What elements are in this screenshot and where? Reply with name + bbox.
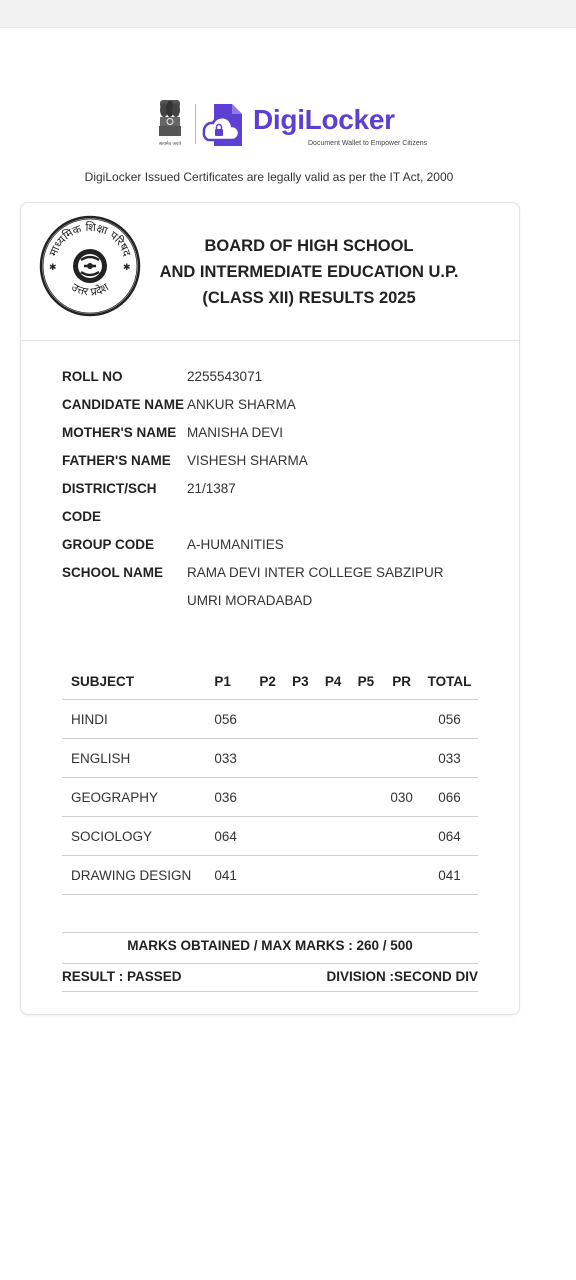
digilocker-header [150,96,428,154]
svg-text:सत्यमेव जयते: सत्यमेव जयते [158,142,182,147]
result-card [20,202,520,1015]
marks-table [62,663,478,895]
table-row: SOCIOLOGY 064 064 [62,817,478,856]
division-status: DIVISION :SECOND DIV [326,969,478,984]
candidate-details [62,363,482,615]
board-title: BOARD OF HIGH SCHOOL AND INTERMEDIATE EDUCATION U.P. (CLASS XII) RESULTS 2025 [159,237,459,307]
digilocker-wordmark: DigiLocker [253,104,395,135]
result-status: RESULT : PASSED [62,969,182,984]
result-row [62,962,478,992]
table-row: ENGLISH 033 033 [62,739,478,778]
detail-row-fathers-name: FATHER'S NAME VISHESH SHARMA [62,453,308,468]
table-row: HINDI 056 056 [62,700,478,739]
detail-row-group-code: GROUP CODE A-HUMANITIES [62,537,284,552]
table-row: GEOGRAPHY 036 030 066 [62,778,478,817]
result-card-header [21,203,519,341]
detail-row-mothers-name: MOTHER'S NAME MANISHA DEVI [62,425,284,440]
marks-summary: MARKS OBTAINED / MAX MARKS : 260 / 500 [62,932,478,964]
detail-row-candidate-name: CANDIDATE NAME ANKUR SHARMA [62,397,296,412]
legal-validity-note: DigiLocker Issued Certificates are legally valid as per the IT Act, 2000 [84,170,454,184]
svg-text:✱: ✱ [123,262,131,272]
svg-text:माध्यमिक शिक्षा परिषद: माध्यमिक शिक्षा परिषद [46,220,134,259]
browser-top-bar [0,0,576,28]
digilocker-logo-icon [200,102,248,148]
national-emblem-icon [152,96,188,148]
marks-table-header: SUBJECT P1 P2 P3 P4 P5 PR TOTAL [62,663,478,700]
detail-row-district-code: DISTRICT/SCH CODE 21/1387 [62,481,236,524]
detail-row-roll-no: ROLL NO 2255543071 [62,369,263,384]
brand-divider [195,104,196,144]
digilocker-tagline: Document Wallet to Empower Citizens [308,140,428,147]
table-row: DRAWING DESIGN 041 041 [62,856,478,895]
svg-text:उत्तर प्रदेश: उत्तर प्रदेश [69,280,111,299]
detail-row-school-name: SCHOOL NAME RAMA DEVI INTER COLLEGE SABZIPUR UMRI MORADABAD [62,565,444,608]
up-board-seal-icon [39,215,141,317]
svg-text:✱: ✱ [49,262,57,272]
